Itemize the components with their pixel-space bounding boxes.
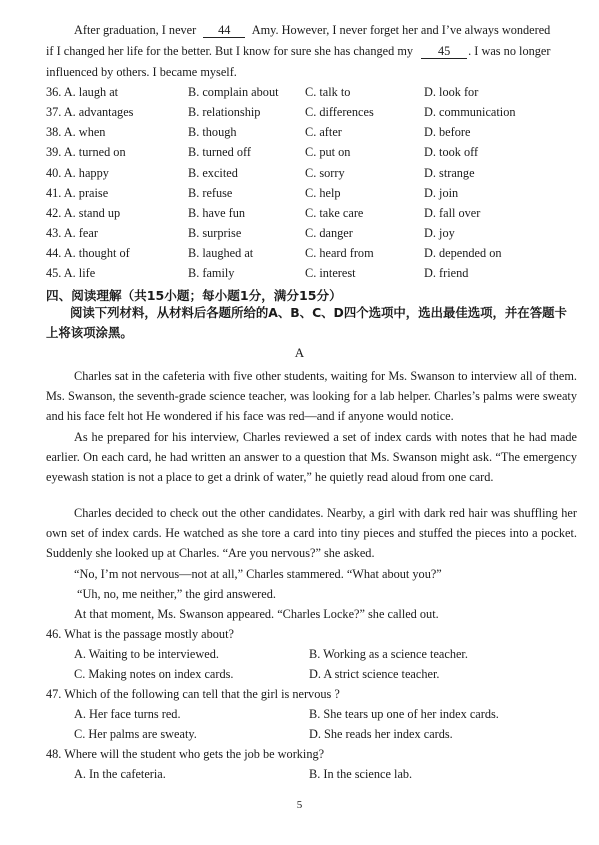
cloze-option-text: A. fear xyxy=(63,226,98,241)
question-option: A. In the cafeteria. xyxy=(74,767,166,781)
cloze-option: B. relationship xyxy=(188,105,261,120)
cloze-option xyxy=(46,144,126,160)
cloze-number: 37. xyxy=(46,105,62,120)
question-option: B. She tears up one of her index cards. xyxy=(309,707,499,721)
blank-45: 45 xyxy=(421,45,467,59)
cloze-option: D. friend xyxy=(424,266,469,281)
cloze-number: 36. xyxy=(46,85,62,99)
cloze-option: B. complain about xyxy=(188,85,279,99)
cloze-number: 43. xyxy=(46,226,62,241)
cloze-option-text: A. happy xyxy=(63,165,109,180)
cloze-number: 42. xyxy=(46,205,62,220)
intro-text: After graduation, I never xyxy=(74,23,197,37)
question-stem: 48. Where will the student who gets the job be working? xyxy=(46,747,325,761)
passage-paragraph: “No, I’m not nervous—not at all,” Charles stammered. “What about you?” xyxy=(74,567,442,581)
question-stem: 47. Which of the following can tell that the girl is nervous ? xyxy=(46,687,340,701)
cloze-option: B. surprise xyxy=(188,226,242,241)
cloze-number: 44. xyxy=(46,246,62,261)
intro-line-1 xyxy=(74,22,550,38)
cloze-option-text: A. life xyxy=(63,266,96,281)
intro-text: . I was no longer xyxy=(468,44,551,58)
question-option: A. Waiting to be interviewed. xyxy=(74,647,219,661)
cloze-option: C. heard from xyxy=(305,246,374,261)
cloze-option: B. though xyxy=(188,125,237,140)
cloze-option xyxy=(46,245,130,261)
cloze-option-text: A. turned on xyxy=(63,145,126,160)
cloze-option xyxy=(46,84,118,100)
cloze-number: 38. xyxy=(46,125,62,140)
cloze-number: 40. xyxy=(46,165,62,180)
passage-paragraph: Charles sat in the cafeteria with five other students, waiting for Ms. Swanson to interview all of them. Ms. Swanson, the seventh-grade science teacher, was looking for a lab helper. Charles’s palms were sweaty and his face felt hot He wondered if his face was red—and if anyone would notice. xyxy=(46,369,577,424)
cloze-number: 45. xyxy=(46,266,62,281)
cloze-option: B. turned off xyxy=(188,145,251,160)
question-option: C. Her palms are sweaty. xyxy=(74,727,197,741)
cloze-option-text: A. advantages xyxy=(63,105,134,120)
cloze-option: C. put on xyxy=(305,145,351,160)
question-option: B. In the science lab. xyxy=(309,767,413,781)
section-instruction: 阅读下列材料，从材料后各题所给的A、B、C、D四个选项中，选出最佳选项，并在答题卡上将该项涂黑。 xyxy=(46,305,567,340)
cloze-option: D. strange xyxy=(424,165,475,180)
cloze-option xyxy=(46,165,109,181)
cloze-option: B. laughed at xyxy=(188,246,254,261)
cloze-option: B. refuse xyxy=(188,185,233,200)
passage-paragraph: At that moment, Ms. Swanson appeared. “Charles Locke?” she called out. xyxy=(74,607,439,621)
cloze-option xyxy=(46,225,98,241)
cloze-option: C. take care xyxy=(305,205,364,220)
cloze-option: C. sorry xyxy=(305,165,345,180)
cloze-number: 39. xyxy=(46,145,62,160)
cloze-option xyxy=(46,205,120,221)
cloze-option: D. depended on xyxy=(424,246,502,261)
cloze-option: B. have fun xyxy=(188,205,246,220)
cloze-option: C. danger xyxy=(305,226,353,241)
question-option: C. Making notes on index cards. xyxy=(74,667,234,681)
passage-paragraph: As he prepared for his interview, Charles reviewed a set of index cards with notes that he had made earlier. On each card, he had written an answer to a question that Ms. Swanson might ask. “The emergency eyewash station is not a place to get a drink of water,” he quietly read aloud from one card. xyxy=(46,430,577,485)
passage-label: A xyxy=(294,345,305,360)
intro-text: Amy. However, I never forget her and I’ve always wondered xyxy=(251,23,551,37)
passage-paragraph: Charles decided to check out the other candidates. Nearby, a girl with dark red hair was shuffling her own set of index cards. He watched as she tore a card into tiny pieces and stuffed the pieces into a pocket. Suddenly she looked up at Charles. “Are you nervous?” she asked. xyxy=(46,506,577,561)
question-option: D. She reads her index cards. xyxy=(309,727,453,741)
blank-44: 44 xyxy=(203,24,245,38)
question-option: A. Her face turns red. xyxy=(74,707,181,721)
question-stem: 46. What is the passage mostly about? xyxy=(46,627,234,641)
section-heading: 四、阅读理解（共15小题；每小题1分，满分15分） xyxy=(46,288,342,303)
cloze-option: B. family xyxy=(188,266,235,281)
question-option: B. Working as a science teacher. xyxy=(309,647,468,661)
cloze-option: D. fall over xyxy=(424,205,481,220)
cloze-option: B. excited xyxy=(188,165,238,180)
cloze-option xyxy=(46,104,133,120)
cloze-option: C. talk to xyxy=(305,85,351,99)
cloze-option: C. interest xyxy=(305,266,356,281)
intro-line-2 xyxy=(46,43,550,59)
cloze-option: D. joy xyxy=(424,226,455,241)
cloze-number: 41. xyxy=(46,185,62,200)
cloze-option xyxy=(46,185,108,201)
passage-paragraph: “Uh, no, me neither,” the gird answered. xyxy=(77,587,276,601)
cloze-option: D. took off xyxy=(424,145,479,160)
cloze-option: D. join xyxy=(424,185,459,200)
page-number: 5 xyxy=(296,799,303,811)
cloze-option: D. before xyxy=(424,125,471,140)
intro-text: if I changed her life for the better. But I know for sure she has changed my xyxy=(46,44,414,58)
intro-line-3: influenced by others. I became myself. xyxy=(46,65,237,79)
cloze-option: D. look for xyxy=(424,85,479,99)
cloze-option: C. differences xyxy=(305,105,374,120)
cloze-option-text: A. laugh at xyxy=(63,85,119,99)
cloze-option xyxy=(46,124,105,140)
cloze-option: D. communication xyxy=(424,105,516,120)
cloze-option-text: A. thought of xyxy=(63,246,130,261)
cloze-option: C. after xyxy=(305,125,342,140)
cloze-option-text: A. when xyxy=(63,125,106,140)
cloze-option-text: A. praise xyxy=(63,185,109,200)
cloze-option xyxy=(46,265,95,281)
cloze-option: C. help xyxy=(305,185,341,200)
question-option: D. A strict science teacher. xyxy=(309,667,440,681)
cloze-option-text: A. stand up xyxy=(63,205,121,220)
